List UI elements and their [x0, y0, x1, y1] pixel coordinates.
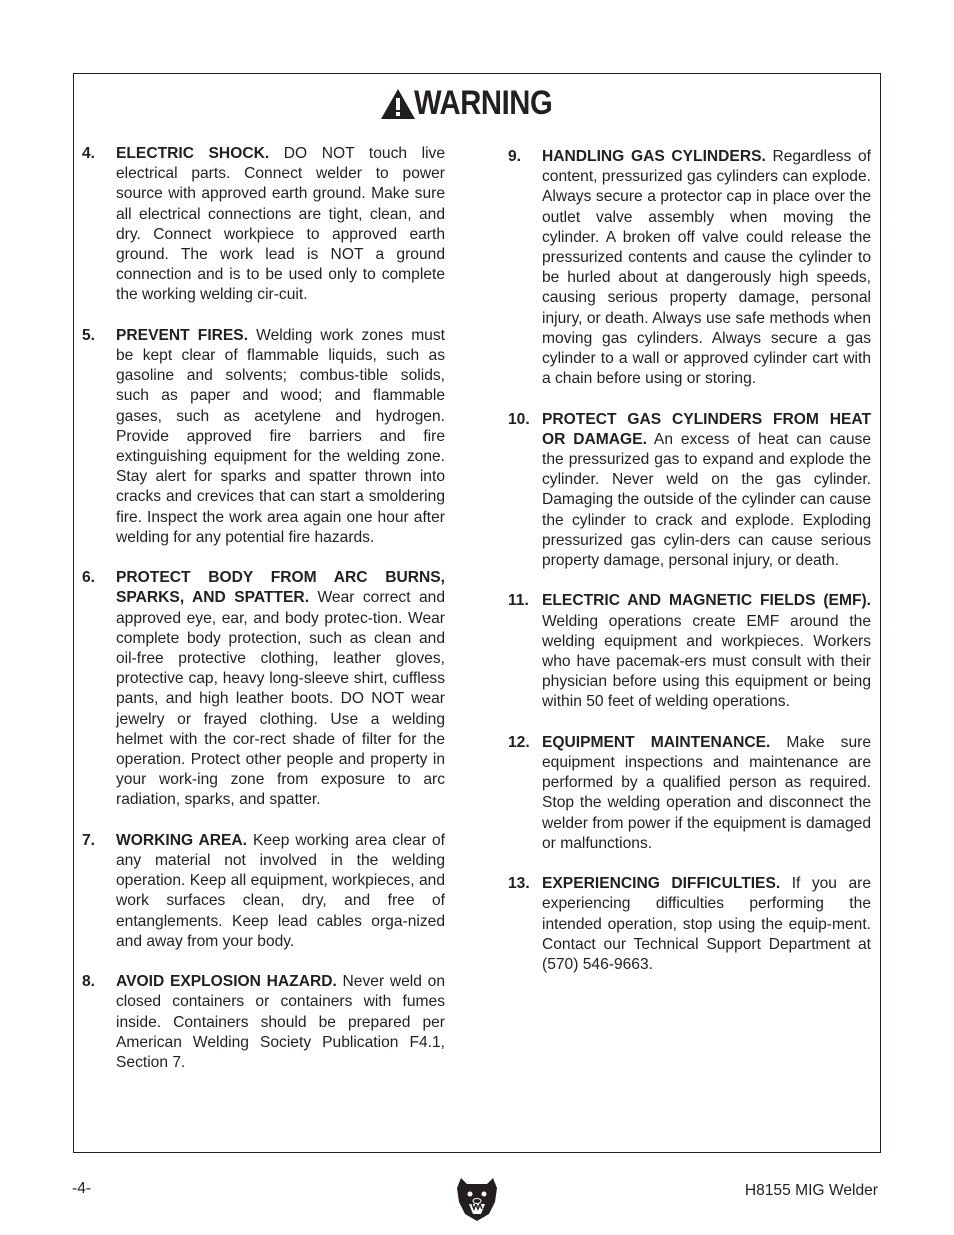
item-lead: PREVENT FIRES.	[116, 326, 249, 344]
item-number: 12.	[508, 733, 530, 751]
list-item	[508, 147, 871, 389]
item-text: Welding work zones must be kept clear of flammable liquids, such as gasoline and solvents; combus-tible solids, such as paper and wood; and flammable gases, such as acetylene and hydrogen. Provide approved fire barriers and fire extinguishing equipment for the welding zone. Stay alert for sparks and spatter thrown into cracks and crevices that can start a smoldering fire. Inspect the work area again one hour after welding for any potential fire hazards.	[116, 326, 445, 546]
item-text: An excess of heat can cause the pressurized gas to expand and explode the cylinder. Never weld on the gas cylinder. Damaging the outside of the cylinder can cause the cylinder to crack and explode. Exploding pressurized gas cylin-ders can cause serious property damage, personal injury, or death.	[542, 430, 871, 570]
list-item	[508, 410, 871, 572]
item-number: 9.	[508, 148, 522, 165]
list-item	[82, 972, 445, 1073]
item-text: Never weld on closed containers or containers with fumes inside. Containers should be prepared per American Welding Society Publication F4.1, Section 7.	[116, 973, 445, 1072]
list-item	[508, 874, 871, 975]
list-item	[82, 568, 445, 810]
warning-title: WARNING	[413, 84, 552, 122]
right-column	[508, 147, 871, 995]
page-number: -4-	[72, 1180, 92, 1197]
item-number: 13.	[508, 875, 530, 893]
item-lead: HANDLING GAS CYLINDERS.	[542, 148, 766, 165]
manual-title: H8155 MIG Welder	[744, 1182, 878, 1199]
left-column	[82, 144, 445, 1093]
item-number: 7.	[82, 831, 96, 849]
item-number: 4.	[82, 145, 96, 162]
item-number: 6.	[82, 569, 96, 587]
item-lead: ELECTRIC SHOCK.	[116, 145, 270, 162]
item-text: Regardless of content, pressurized gas cylinders can explode. Always secure a protector cap in place over the outlet valve assembly when moving the cylinder. A broken off valve could release the pressurized contents and cause the cylinder to be hurled about at dangerously high speeds, causing serious property damage, personal injury, or death. Always use safe methods when moving gas cylinders. Always secure a gas cylinder to a wall or approved cylinder cart with a chain before using or storing.	[542, 148, 871, 388]
item-text: Make sure equipment inspections and maintenance are performed by a qualified person as required. Stop the welding operation and disconnect the welder from power if the equipment is damaged or malfunctions.	[542, 733, 871, 852]
item-lead: WORKING AREA.	[116, 831, 247, 849]
item-number: 11.	[508, 592, 529, 610]
item-number: 10.	[508, 410, 530, 428]
item-lead: AVOID EXPLOSION HAZARD.	[116, 973, 337, 991]
item-lead: EQUIPMENT MAINTENANCE.	[542, 733, 771, 751]
item-lead: EXPERIENCING DIFFICULTIES.	[542, 875, 781, 893]
item-number: 5.	[82, 326, 96, 344]
list-item	[508, 733, 871, 854]
list-item	[508, 591, 871, 712]
list-item	[82, 326, 445, 548]
warning-heading	[74, 84, 880, 126]
item-text: Welding operations create EMF around the welding equipment and workpieces. Workers who have pacemak-ers must consult with their physician before using this equipment or being within 50 feet of welding operations.	[542, 612, 871, 711]
warning-triangle-icon	[380, 88, 416, 120]
item-text: If you are experiencing difficulties performing the intended operation, stop using the equip-ment. Contact our Technical Support Department at (570) 546-9663.	[542, 875, 872, 974]
item-text: DO NOT touch live electrical parts. Connect welder to power source with approved earth ground. Make sure all electrical connections are tight, clean, and dry. Connect workpiece to approved earth ground. The work lead is NOT a ground connection and is to be used only to complete the working welding cir-cuit.	[116, 145, 445, 304]
item-number: 8.	[82, 973, 96, 991]
item-lead: PROTECT BODY FROM ARC BURNS, SPARKS, AND SPATTER.	[116, 569, 445, 607]
item-text: Keep working area clear of any material not involved in the welding operation. Keep all equipment, workpieces, and work surfaces clean, dry, and free of entanglements. Keep lead cables orga-nized and away from your body.	[116, 831, 445, 950]
item-text: Wear correct and approved eye, ear, and body protec-tion. Wear complete body protection, such as clean and oil-free protective clothing, leather gloves, protective cap, heavy long-sleeve shirt, cuffless pants, and high leather boots. DO NOT wear jewelry or frayed clothing. Use a welding helmet with the cor-rect shade of filter for the operation. Protect other people and property in your work-ing zone from exposure to arc radiation, sparks, and spatter.	[116, 589, 445, 809]
list-item	[82, 831, 445, 952]
bear-head-logo-icon	[455, 1174, 499, 1222]
item-lead: PROTECT GAS CYLINDERS FROM HEAT OR DAMAGE.	[542, 410, 871, 448]
list-item	[82, 144, 445, 306]
warning-box	[73, 73, 881, 1153]
item-lead: ELECTRIC AND MAGNETIC FIELDS (EMF).	[542, 592, 871, 610]
